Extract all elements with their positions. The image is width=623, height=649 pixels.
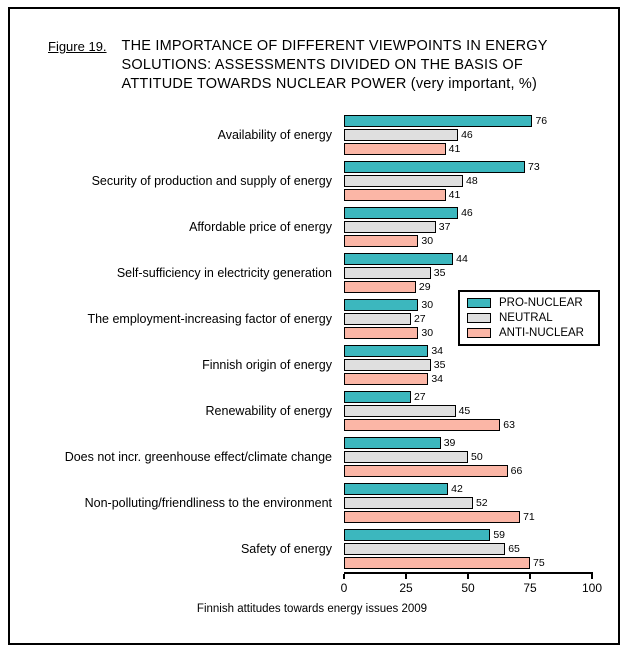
bar-anti-nuclear — [344, 511, 520, 523]
bar-pro-nuclear — [344, 529, 490, 541]
bar-row — [344, 419, 515, 431]
bar-stack — [344, 161, 540, 201]
bar-row — [344, 557, 545, 569]
bar-stack — [344, 207, 473, 247]
chart-title — [122, 37, 548, 94]
value-label: 30 — [421, 327, 434, 339]
bar-group — [0, 161, 616, 201]
bar-pro-nuclear — [344, 345, 428, 357]
bar-group — [0, 253, 616, 293]
bar-stack — [344, 253, 468, 293]
category-label: Finnish origin of energy — [202, 358, 332, 372]
value-label: 35 — [433, 359, 446, 371]
chart-legend — [458, 290, 600, 346]
bar-row — [344, 189, 540, 201]
bar-row — [344, 115, 547, 127]
bar-row — [344, 129, 547, 141]
bar-stack — [344, 437, 522, 477]
value-label: 39 — [443, 437, 456, 449]
x-tick-label: 25 — [399, 581, 413, 595]
value-label: 52 — [475, 497, 488, 509]
bar-pro-nuclear — [344, 161, 525, 173]
value-label: 76 — [535, 115, 548, 127]
legend-item — [467, 297, 591, 309]
source-note: Finnish attitudes towards energy issues 2009 — [196, 603, 428, 615]
bar-anti-nuclear — [344, 373, 428, 385]
bar-stack — [344, 345, 445, 385]
category-label: Safety of energy — [240, 542, 332, 556]
value-label: 37 — [438, 221, 451, 233]
bar-neutral — [344, 451, 468, 463]
category-label: Availability of energy — [217, 128, 332, 142]
bar-neutral — [344, 175, 463, 187]
bar-neutral — [344, 497, 473, 509]
value-label: 50 — [471, 451, 483, 463]
bar-group — [0, 437, 616, 477]
bar-anti-nuclear — [344, 327, 418, 339]
value-label: 30 — [421, 299, 434, 311]
chart-title-line-3: ATTITUDE TOWARDS NUCLEAR POWER (very important, %) — [121, 76, 538, 92]
x-tick-label: 75 — [523, 581, 537, 595]
x-tick — [591, 574, 593, 579]
bar-pro-nuclear — [344, 437, 441, 449]
x-axis — [340, 572, 603, 598]
bar-row — [344, 221, 473, 233]
category-label: Renewability of energy — [205, 404, 332, 418]
value-label: 42 — [451, 483, 463, 495]
x-tick-label: 100 — [581, 581, 603, 595]
bar-pro-nuclear — [344, 299, 418, 311]
bar-row — [344, 143, 547, 155]
value-label: 71 — [523, 511, 535, 523]
bar-neutral — [344, 267, 431, 279]
bar-row — [344, 345, 445, 357]
bar-row — [344, 373, 445, 385]
bar-neutral — [344, 129, 458, 141]
bar-neutral — [344, 405, 456, 417]
bar-pro-nuclear — [344, 253, 453, 265]
bar-stack — [344, 391, 515, 431]
bar-row — [344, 235, 473, 247]
value-label: 66 — [510, 465, 523, 477]
bar-row — [344, 161, 540, 173]
value-label: 29 — [418, 281, 431, 293]
bar-row — [344, 437, 522, 449]
bar-anti-nuclear — [344, 557, 530, 569]
bar-anti-nuclear — [344, 143, 446, 155]
bar-pro-nuclear — [344, 207, 458, 219]
value-label: 34 — [431, 345, 443, 357]
bar-row — [344, 207, 473, 219]
value-label: 35 — [433, 267, 446, 279]
legend-label: PRO-NUCLEAR — [499, 297, 583, 309]
chart-title-line-1: THE IMPORTANCE OF DIFFERENT VIEWPOINTS IN ENERGY — [121, 38, 548, 54]
bar-neutral — [344, 543, 505, 555]
bar-group — [0, 115, 616, 155]
value-label: 45 — [458, 405, 471, 417]
category-label: Non-polluting/friendliness to the environment — [84, 496, 332, 510]
figure-header — [48, 37, 604, 94]
bar-row — [344, 511, 535, 523]
x-tick — [343, 574, 345, 579]
bar-group — [0, 483, 616, 523]
value-label: 41 — [448, 143, 461, 155]
chart-title-line-2: SOLUTIONS: ASSESSMENTS DIVIDED ON THE BASIS OF — [121, 57, 523, 73]
bar-group — [0, 345, 616, 385]
bar-anti-nuclear — [344, 419, 500, 431]
bar-neutral — [344, 221, 436, 233]
bar-row — [344, 313, 433, 325]
bar-row — [344, 543, 545, 555]
value-label: 46 — [461, 207, 473, 219]
value-label: 48 — [466, 175, 478, 187]
category-label: Self-sufficiency in electricity generation — [116, 266, 332, 280]
category-label: Does not incr. greenhouse effect/climate change — [64, 450, 332, 464]
bar-row — [344, 391, 515, 403]
value-label: 27 — [413, 313, 426, 325]
category-label: Affordable price of energy — [189, 220, 332, 234]
x-tick-label: 50 — [461, 581, 475, 595]
bar-neutral — [344, 313, 411, 325]
value-label: 44 — [456, 253, 468, 265]
bar-stack — [344, 115, 547, 155]
bar-row — [344, 497, 535, 509]
bar-pro-nuclear — [344, 483, 448, 495]
bar-anti-nuclear — [344, 235, 418, 247]
bar-row — [344, 483, 535, 495]
bar-row — [344, 175, 540, 187]
legend-swatch-neutral — [467, 313, 491, 323]
bar-stack — [344, 299, 433, 339]
bar-row — [344, 281, 468, 293]
value-label: 75 — [533, 557, 545, 569]
value-label: 41 — [448, 189, 461, 201]
legend-swatch-anti-nuclear — [467, 328, 491, 338]
bar-row — [344, 405, 515, 417]
bar-anti-nuclear — [344, 189, 446, 201]
x-tick — [467, 574, 469, 579]
bar-pro-nuclear — [344, 115, 532, 127]
bar-group — [0, 529, 616, 569]
legend-label: NEUTRAL — [499, 312, 553, 324]
bar-row — [344, 359, 445, 371]
bar-row — [344, 299, 433, 311]
legend-item — [467, 312, 591, 324]
category-label: Security of production and supply of energy — [91, 174, 332, 188]
bar-row — [344, 529, 545, 541]
value-label: 27 — [413, 391, 426, 403]
bar-pro-nuclear — [344, 391, 411, 403]
bar-row — [344, 465, 522, 477]
value-label: 59 — [493, 529, 505, 541]
x-tick — [405, 574, 407, 579]
bar-group — [0, 207, 616, 247]
figure-number-label: Figure 19. — [48, 39, 107, 54]
legend-label: ANTI-NUCLEAR — [499, 327, 584, 339]
bar-stack — [344, 529, 545, 569]
bar-stack — [344, 483, 535, 523]
bar-row — [344, 451, 522, 463]
legend-swatch-pro-nuclear — [467, 298, 491, 308]
bar-group — [0, 391, 616, 431]
bar-anti-nuclear — [344, 281, 416, 293]
x-tick — [529, 574, 531, 579]
value-label: 34 — [431, 373, 443, 385]
x-tick-label: 0 — [340, 581, 348, 595]
bar-neutral — [344, 359, 431, 371]
value-label: 65 — [508, 543, 520, 555]
bar-row — [344, 327, 433, 339]
value-label: 63 — [503, 419, 515, 431]
bar-row — [344, 267, 468, 279]
category-label: The employment-increasing factor of energy — [87, 312, 332, 326]
bar-anti-nuclear — [344, 465, 508, 477]
value-label: 46 — [461, 129, 473, 141]
value-label: 30 — [421, 235, 434, 247]
value-label: 73 — [528, 161, 540, 173]
legend-item — [467, 327, 591, 339]
bar-row — [344, 253, 468, 265]
